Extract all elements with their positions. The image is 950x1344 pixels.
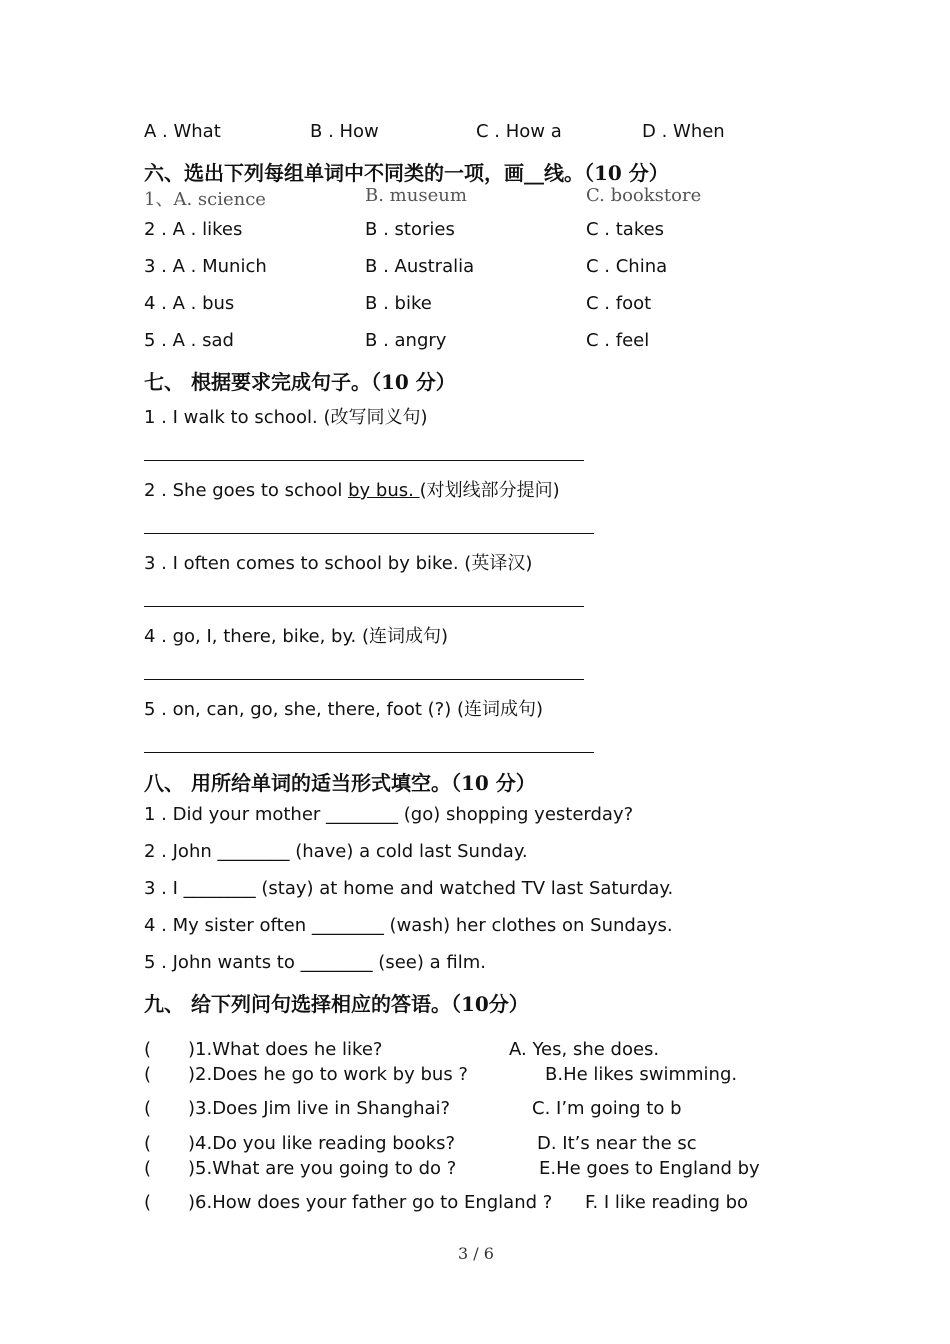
s6-row2-b: B . stories xyxy=(365,219,455,240)
s7-item1: 1 . I walk to school. (改写同义句) xyxy=(144,407,428,428)
section8-heading: 八、 用所给单词的适当形式填空。（10 分） xyxy=(144,771,536,795)
s9-question-1: )1.What does he like? xyxy=(188,1039,383,1060)
s7-item5: 5 . on, can, go, she, there, foot (?) (连词成句) xyxy=(144,699,544,720)
s9-paren-4: ( xyxy=(144,1133,152,1154)
s7-item3: 3 . I often comes to school by bike. (英译汉) xyxy=(144,553,533,574)
s6-row1-c: C. bookstore xyxy=(586,185,702,206)
s9-paren-6: ( xyxy=(144,1192,152,1213)
s9-answer-f: F. I like reading bo xyxy=(585,1192,749,1213)
s9-paren-5: ( xyxy=(144,1158,152,1179)
s9-question-3: )3.Does Jim live in Shanghai? xyxy=(188,1098,451,1119)
s6-row4-a: 4 . A . bus xyxy=(144,293,235,314)
s9-question-2: )2.Does he go to work by bus ? xyxy=(188,1064,468,1085)
page-number: 3 / 6 xyxy=(458,1244,494,1263)
s6-row1-a: 1、A. science xyxy=(144,189,266,210)
s6-row5-c: C . feel xyxy=(586,330,650,351)
s9-paren-2: ( xyxy=(144,1064,152,1085)
s7-item2-post: (对划线部分提问) xyxy=(419,480,560,501)
s9-paren-3: ( xyxy=(144,1098,152,1119)
s6-row3-a: 3 . A . Munich xyxy=(144,256,267,277)
s6-row4-b: B . bike xyxy=(365,293,432,314)
s7-item2-pre: 2 . She goes to school xyxy=(144,480,349,501)
s9-answer-d: D. It’s near the sc xyxy=(537,1133,697,1154)
s9-question-5: )5.What are you going to do ? xyxy=(188,1158,457,1179)
section9-heading: 九、 给下列问句选择相应的答语。（10分） xyxy=(144,992,529,1016)
s9-question-6: )6.How does your father go to England ? xyxy=(188,1192,553,1213)
s6-row2-c: C . takes xyxy=(586,219,665,240)
s9-question-4: )4.Do you like reading books? xyxy=(188,1133,456,1154)
section6-heading xyxy=(144,157,669,186)
s7-answer-line-3[interactable] xyxy=(144,606,584,607)
s7-answer-line-4[interactable] xyxy=(144,679,584,680)
s7-answer-line-1[interactable] xyxy=(144,460,584,461)
s8-item5: 5 . John wants to ________ (see) a film. xyxy=(144,952,486,973)
s6-row5-a: 5 . A . sad xyxy=(144,330,234,351)
s8-item4: 4 . My sister often ________ (wash) her clothes on Sundays. xyxy=(144,915,673,936)
s7-item2-underlined: by bus. xyxy=(348,480,420,501)
s6-row5-b: B . angry xyxy=(365,330,447,351)
s9-answer-e: E.He goes to England by xyxy=(539,1158,760,1179)
s9-answer-a: A. Yes, she does. xyxy=(509,1039,660,1060)
s6-row2-a: 2 . A . likes xyxy=(144,219,243,240)
section7-heading: 七、 根据要求完成句子。（10 分） xyxy=(144,370,456,394)
s7-answer-line-2[interactable] xyxy=(144,533,594,534)
s6-row3-c: C . China xyxy=(586,256,668,277)
s9-answer-b: B.He likes swimming. xyxy=(545,1064,738,1085)
s8-item3: 3 . I ________ (stay) at home and watched TV last Saturday. xyxy=(144,878,674,899)
s7-answer-line-5[interactable] xyxy=(144,752,594,753)
section6-heading-post: 线。（10 分） xyxy=(544,161,669,185)
s6-row3-b: B . Australia xyxy=(365,256,475,277)
section6-heading-pre: 六、选出下列每组单词中不同类的一项，画 xyxy=(144,161,524,185)
option-b: B . How xyxy=(310,121,379,142)
s8-item1: 1 . Did your mother ________ (go) shopping yesterday? xyxy=(144,804,634,825)
option-a: A . What xyxy=(144,121,221,142)
s9-answer-c: C. I’m going to b xyxy=(532,1098,682,1119)
option-c: C . How a xyxy=(476,121,562,142)
s9-paren-1: ( xyxy=(144,1039,152,1060)
s6-row4-c: C . foot xyxy=(586,293,652,314)
option-d: D . When xyxy=(642,121,725,142)
s6-row1-b: B. museum xyxy=(365,185,467,206)
s7-item2 xyxy=(144,476,560,502)
s8-item2: 2 . John ________ (have) a cold last Sunday. xyxy=(144,841,528,862)
s7-item4: 4 . go, I, there, bike, by. (连词成句) xyxy=(144,626,449,647)
section6-heading-blank: __ xyxy=(524,161,544,185)
